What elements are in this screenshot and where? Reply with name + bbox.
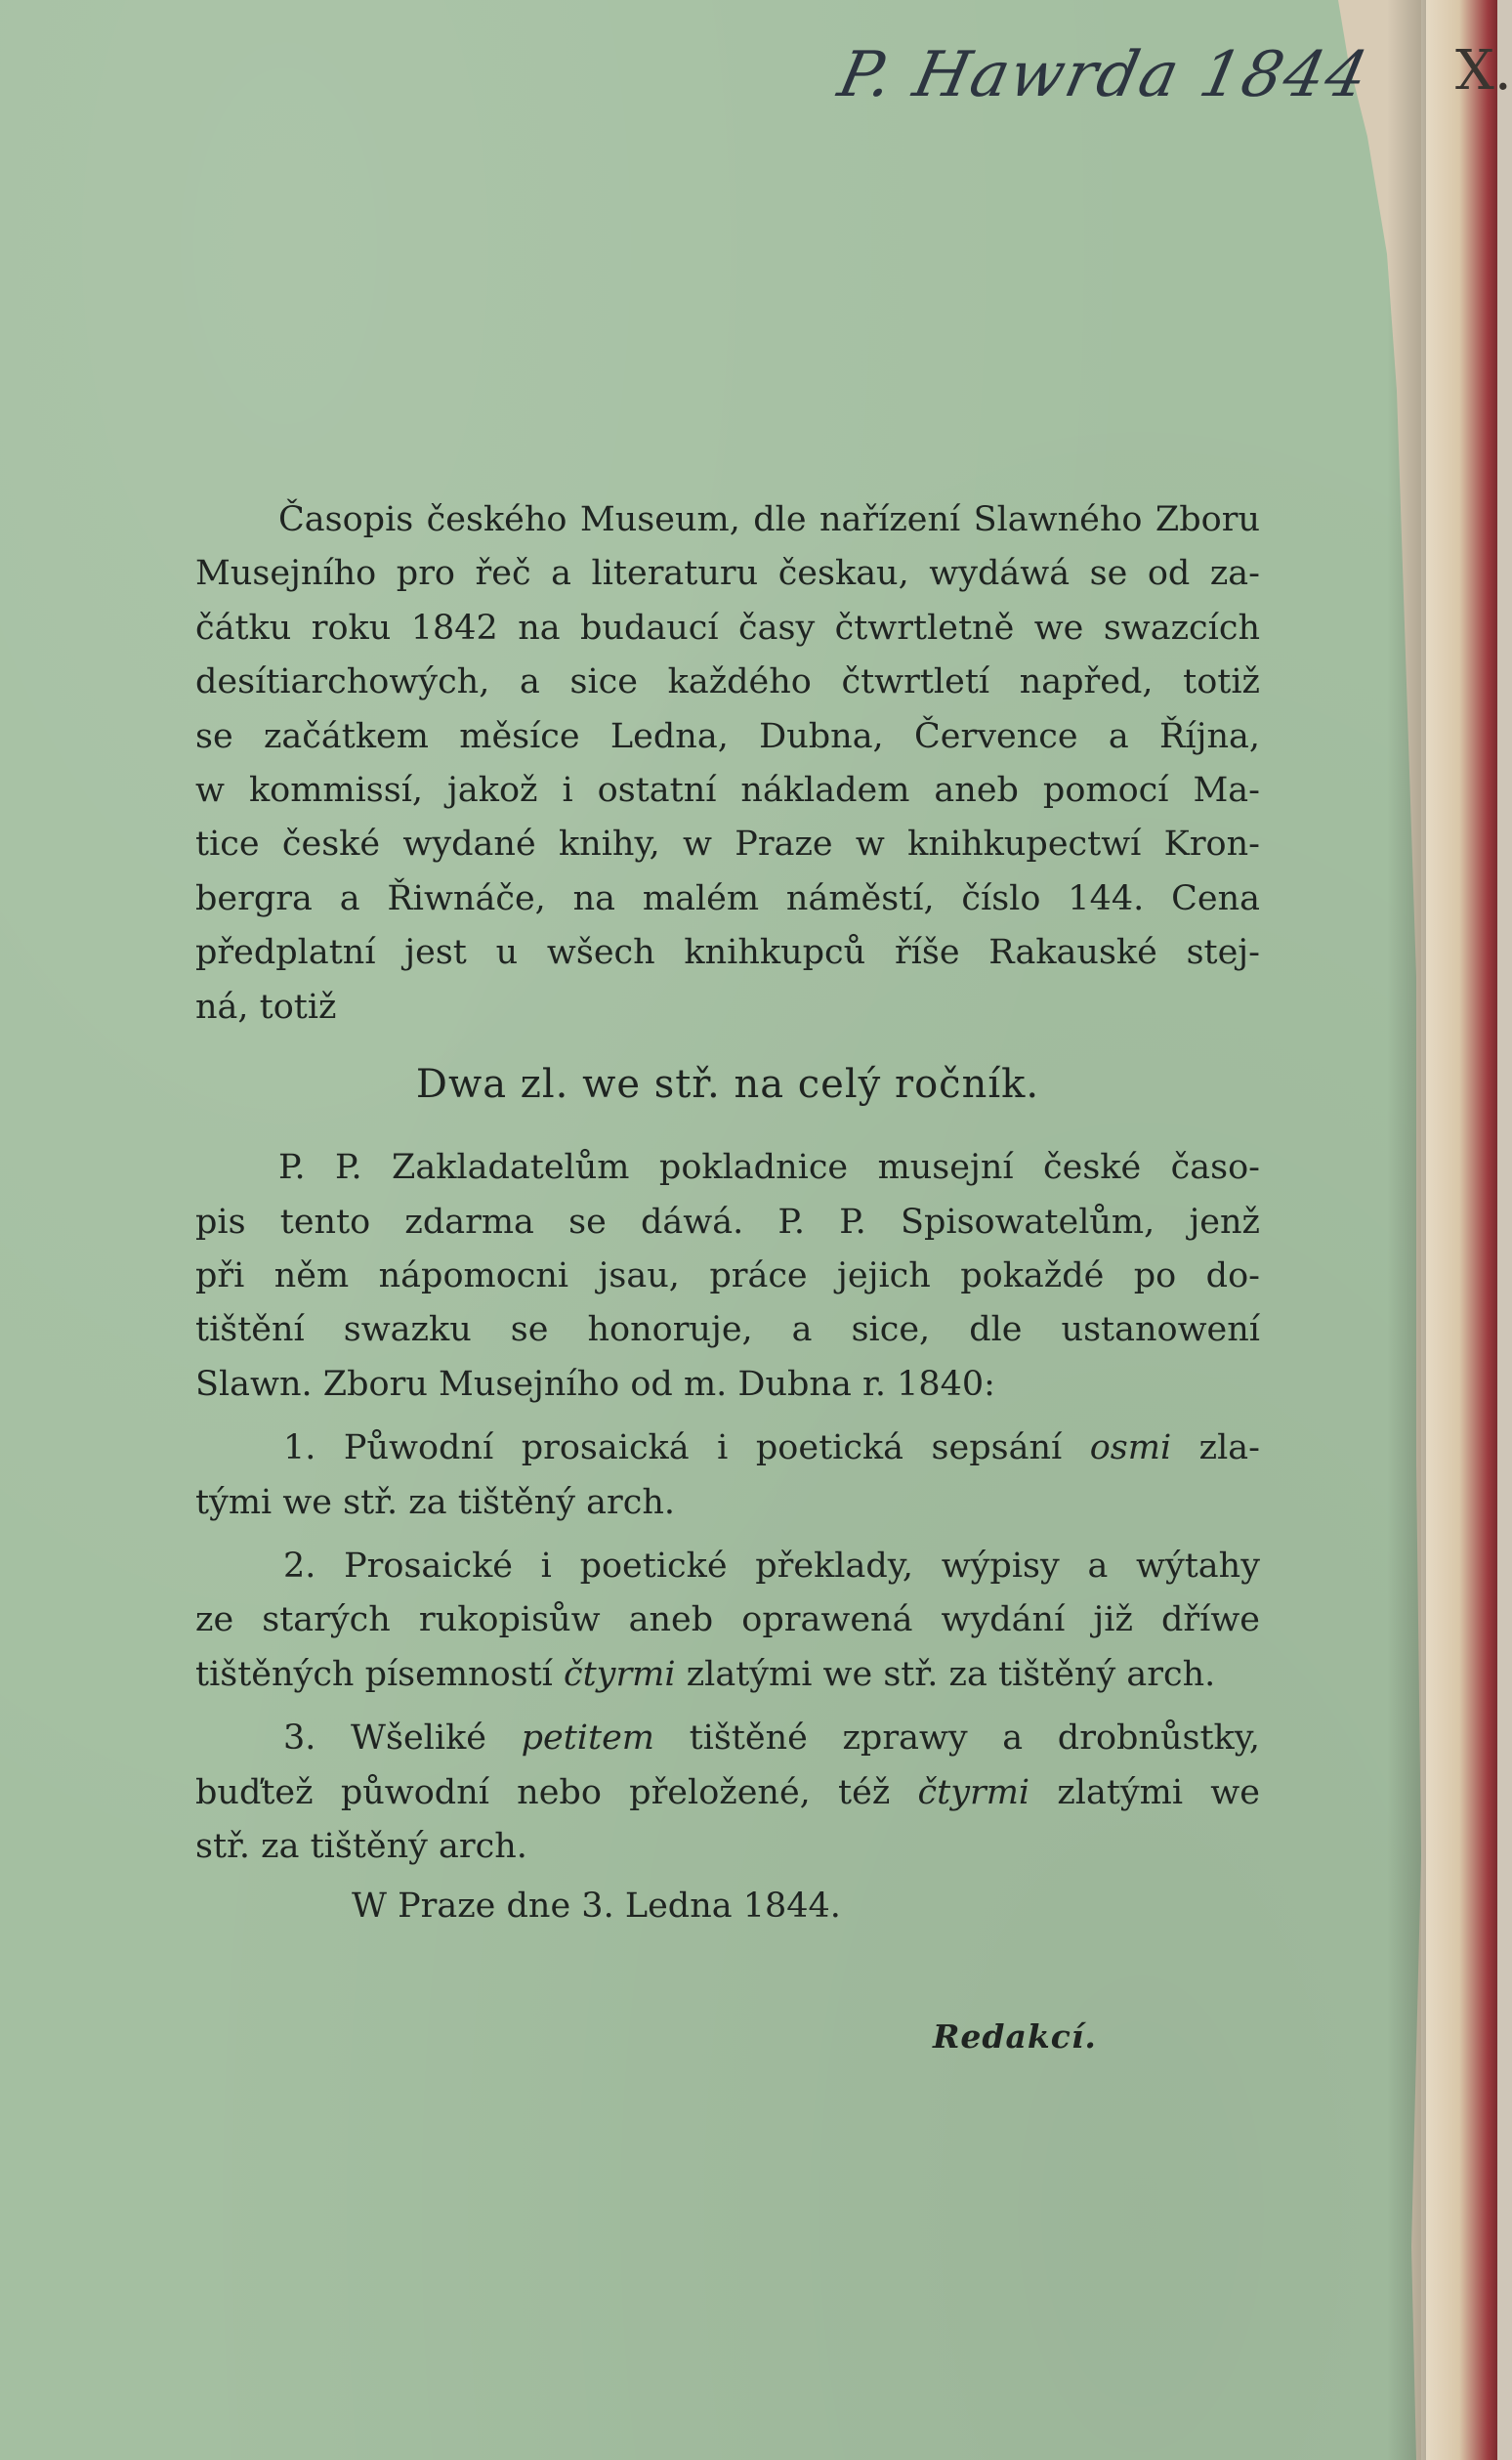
paragraph-1-line: desítiarchowých, a sice každého čtwrtletí napřed, totiž bbox=[195, 662, 1260, 702]
paragraph-1-line: w kommissí, jakož i ostatní nákladem aneb pomocí Ma- bbox=[195, 770, 1260, 810]
item-1-emphasis: osmi bbox=[1089, 1428, 1172, 1468]
item-2-line: 2. Prosaické i poetické překlady, wýpisy a wýtahy bbox=[283, 1547, 1260, 1587]
paragraph-2-line: pis tento zdarma se dáwá. P. P. Spisowatelům, jenž bbox=[195, 1202, 1260, 1242]
paragraph-2-line: při něm nápomocni jsau, práce jejich pokaždé po do- bbox=[195, 1256, 1260, 1296]
item-3-line bbox=[195, 1766, 1260, 1820]
item-3-text: 3. Wšeliké bbox=[283, 1718, 522, 1759]
page-edge-shadow bbox=[1387, 0, 1426, 2460]
price-line: Dwa zl. we stř. na celý ročník. bbox=[415, 1061, 1040, 1107]
paragraph-1-line: ná, totiž bbox=[195, 987, 337, 1027]
paragraph-1-line: se začátkem měsíce Ledna, Dubna, Července a Října, bbox=[195, 716, 1260, 756]
item-3-line bbox=[195, 1712, 1260, 1765]
date-line: W Praze dne 3. Ledna 1844. bbox=[352, 1887, 841, 1927]
spacer bbox=[195, 1530, 1260, 1540]
editorial-signoff: Redakcí. bbox=[933, 2017, 1097, 2056]
spacer bbox=[195, 1412, 1260, 1421]
paragraph-1-line: předplatní jest u wšech knihkupců říše Rakauské stej- bbox=[195, 933, 1260, 973]
paragraph-2-line: P. P. Zakladatelům pokladnice musejní české časo- bbox=[278, 1148, 1260, 1188]
item-2-line bbox=[195, 1648, 1260, 1702]
item-2-text-end: zlatými we stř. za tištěný arch. bbox=[675, 1654, 1216, 1694]
item-3-emphasis-2: čtyrmi bbox=[917, 1772, 1030, 1812]
book-spine-edge bbox=[1421, 0, 1497, 2460]
paragraph-1-line: Časopis českého Museum, dle nařízení Slawného Zboru bbox=[278, 500, 1260, 539]
spacer bbox=[195, 1702, 1260, 1712]
item-3-text-2: buďtež půwodní nebo přeložené, též bbox=[195, 1772, 918, 1812]
item-2-text: tištěných písemností bbox=[195, 1654, 565, 1694]
item-2-line: ze starých rukopisůw aneb oprawená wydání již dříwe bbox=[195, 1600, 1260, 1640]
handwritten-signature: P. Hawrda 1844 bbox=[832, 39, 1376, 111]
item-1-text: 1. Půwodní prosaická i poetická sepsání bbox=[283, 1428, 1090, 1468]
paragraph-1-line: Musejního pro řeč a literaturu českau, wydáwá se od za- bbox=[195, 554, 1260, 594]
paragraph-1-line: tice české wydané knihy, w Praze w knihkupectwí Kron- bbox=[195, 825, 1260, 865]
item-3-line: stř. za tištěný arch. bbox=[195, 1827, 527, 1866]
item-1-line bbox=[195, 1421, 1260, 1475]
marginal-mark: X. bbox=[1455, 39, 1512, 103]
item-3-text-end: tištěné zprawy a drobnůstky, bbox=[653, 1718, 1260, 1759]
item-3-text-2-end: zlatými we bbox=[1029, 1772, 1260, 1812]
paragraph-1-line: bergra a Řiwnáče, na malém náměstí, číslo 144. Cena bbox=[195, 878, 1260, 918]
item-3-emphasis: petitem bbox=[521, 1718, 654, 1759]
item-1-line: tými we stř. za tištěný arch. bbox=[195, 1482, 676, 1522]
paragraph-2-line: Slawn. Zboru Musejního od m. Dubna r. 1840: bbox=[195, 1364, 995, 1404]
item-2-emphasis: čtyrmi bbox=[564, 1654, 676, 1694]
item-1-text-end: zla- bbox=[1171, 1428, 1260, 1468]
paragraph-1-line: čátku roku 1842 na budaucí časy čtwrtletně we swazcích bbox=[195, 608, 1260, 648]
notice-text bbox=[195, 493, 1260, 1934]
paragraph-2-line: tištění swazku se honoruje, a sice, dle ustanowení bbox=[195, 1310, 1260, 1350]
